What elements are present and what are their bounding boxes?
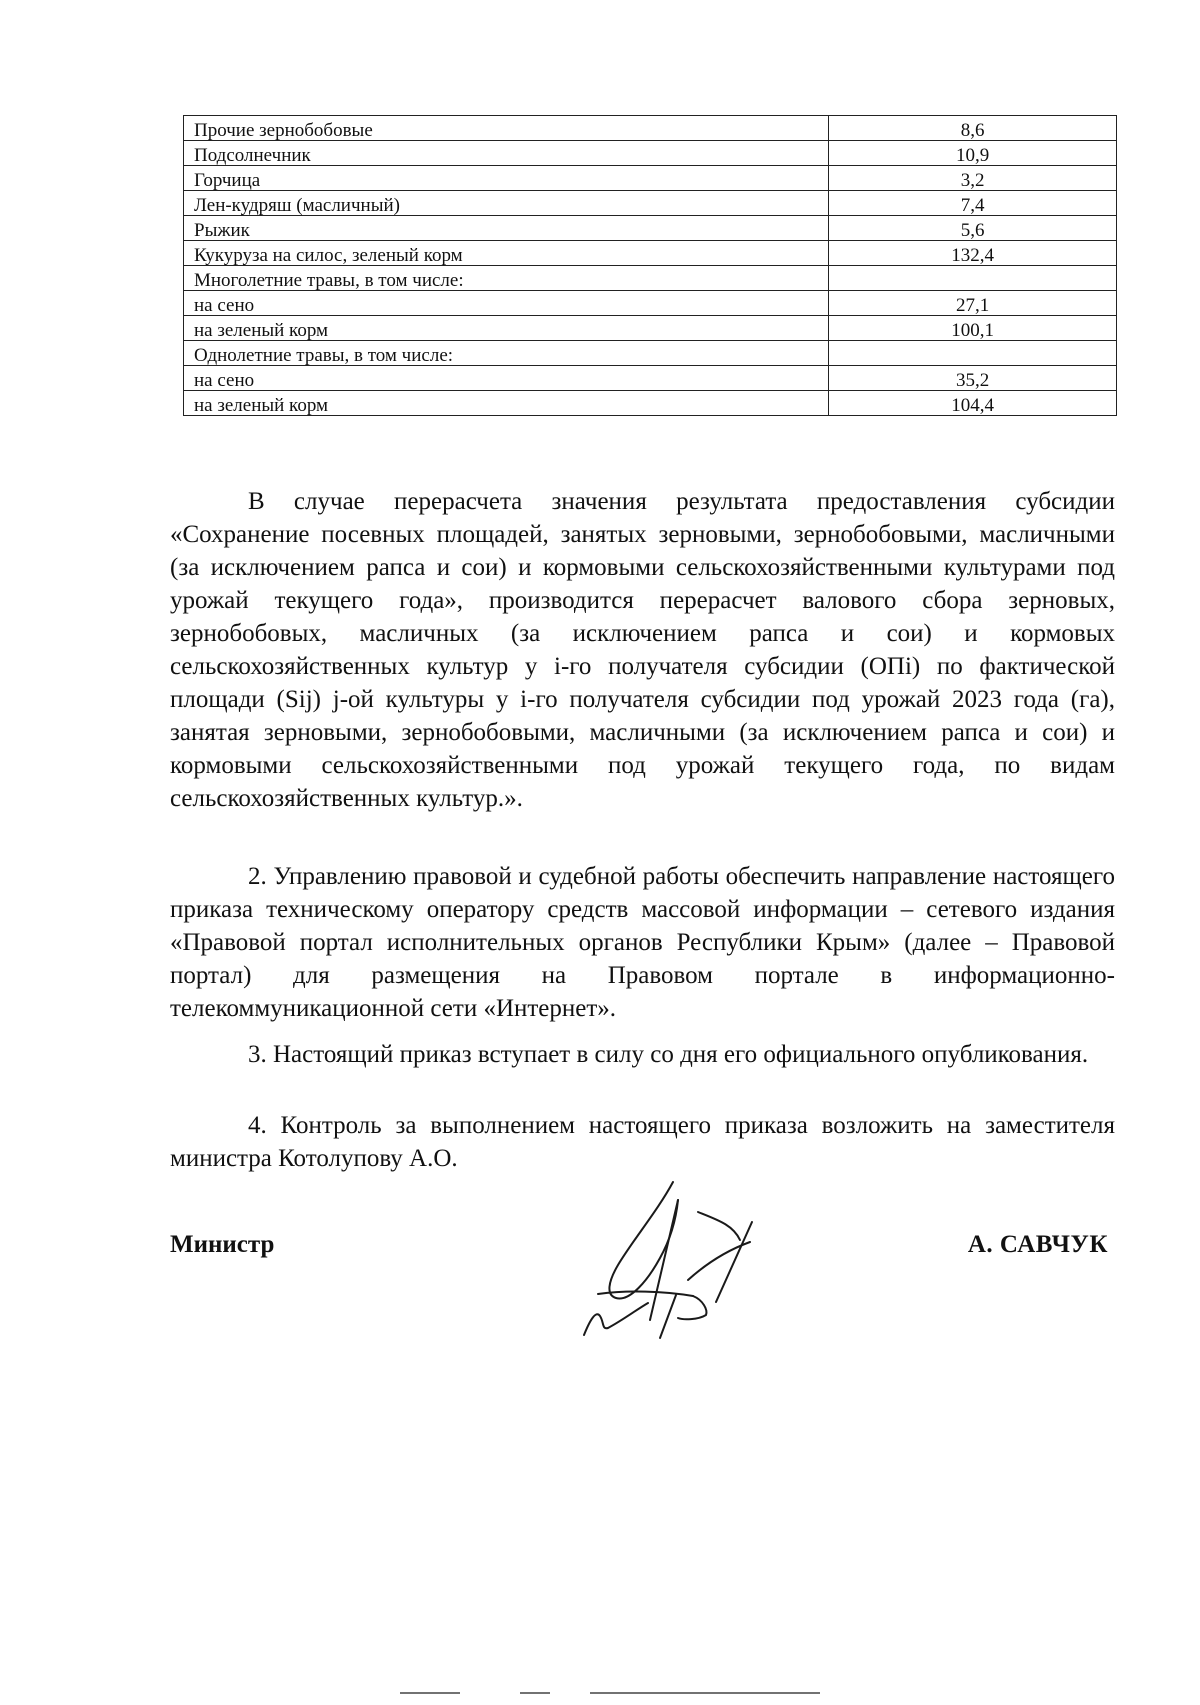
crop-value-cell: 8,6 — [829, 116, 1117, 141]
crop-yield-table — [183, 115, 1117, 416]
crop-value-cell: 5,6 — [829, 216, 1117, 241]
table-row — [184, 216, 1117, 241]
crop-value-cell — [829, 266, 1117, 291]
paragraph-item-4-text: 4. Контроль за выполнением настоящего приказа возложить на заместителя министра Котолупову А.О. — [170, 1112, 1115, 1172]
paragraph-item-2 — [170, 860, 1115, 1025]
scan-artifact-marks — [400, 1690, 820, 1696]
table-row — [184, 191, 1117, 216]
paragraph-item-4 — [170, 1109, 1115, 1175]
crop-name-cell: на сено — [184, 291, 829, 316]
paragraph-item-2-text: 2. Управлению правовой и судебной работы обеспечить направление настоящего приказа техническому оператору средств массовой информации – сетевого издания «Правовой портал исполнительных органов Республики Крым» (далее – Правовой портал) для размещения на Правовом портале в информационно-телекоммуникационной сети «Интернет». — [170, 863, 1115, 1022]
paragraph-item-3 — [170, 1038, 1115, 1071]
crop-name-cell: на сено — [184, 366, 829, 391]
handwritten-signature — [578, 1170, 818, 1345]
table-row — [184, 266, 1117, 291]
paragraph-item-3-text: 3. Настоящий приказ вступает в силу со дня его официального опубликования. — [248, 1041, 1089, 1068]
crop-value-cell: 35,2 — [829, 366, 1117, 391]
table-row — [184, 141, 1117, 166]
crop-name-cell: Лен-кудряш (масличный) — [184, 191, 829, 216]
table-row — [184, 316, 1117, 341]
crop-name-cell: Однолетние травы, в том числе: — [184, 341, 829, 366]
paragraph-recalculation-text: В случае перерасчета значения результата предоставления субсидии «Сохранение посевных площадей, занятых зерновыми, зернобобовыми, масличными (за исключением рапса и сои) и кормовыми сельскохозяйственными культурами под урожай текущего года», производится перерасчет валового сбора зерновых, зернобобовых, масличных (за исключением рапса и сои) и кормовых сельскохозяйственных культур у i-го получателя субсидии (ОПi) по фактической площади (Sij) j-ой культуры у i-го получателя субсидии под урожай 2023 года (га), занятая зерновыми, зернобобовыми, масличными (за исключением рапса и сои) и кормовыми сельскохозяйственными под урожай текущего года, по видам сельскохозяйственных культур.». — [170, 488, 1115, 812]
crop-yield-table-body — [184, 116, 1117, 416]
crop-value-cell: 132,4 — [829, 241, 1117, 266]
crop-value-cell: 100,1 — [829, 316, 1117, 341]
crop-value-cell: 27,1 — [829, 291, 1117, 316]
table-row — [184, 341, 1117, 366]
crop-name-cell: Кукуруза на силос, зеленый корм — [184, 241, 829, 266]
crop-name-cell: Горчица — [184, 166, 829, 191]
crop-value-cell: 10,9 — [829, 141, 1117, 166]
signatory-name: А. САВЧУК — [967, 1231, 1108, 1258]
crop-value-cell: 104,4 — [829, 391, 1117, 416]
crop-name-cell: Прочие зернобобовые — [184, 116, 829, 141]
paragraph-recalculation — [170, 485, 1115, 815]
table-row — [184, 291, 1117, 316]
crop-name-cell: на зеленый корм — [184, 391, 829, 416]
crop-value-cell — [829, 341, 1117, 366]
table-row — [184, 166, 1117, 191]
crop-value-cell: 7,4 — [829, 191, 1117, 216]
crop-value-cell: 3,2 — [829, 166, 1117, 191]
table-row — [184, 391, 1117, 416]
table-row — [184, 366, 1117, 391]
crop-name-cell: на зеленый корм — [184, 316, 829, 341]
signatory-title: Министр — [170, 1231, 275, 1258]
crop-name-cell: Подсолнечник — [184, 141, 829, 166]
table-row — [184, 116, 1117, 141]
crop-name-cell: Рыжик — [184, 216, 829, 241]
table-row — [184, 241, 1117, 266]
crop-name-cell: Многолетние травы, в том числе: — [184, 266, 829, 291]
